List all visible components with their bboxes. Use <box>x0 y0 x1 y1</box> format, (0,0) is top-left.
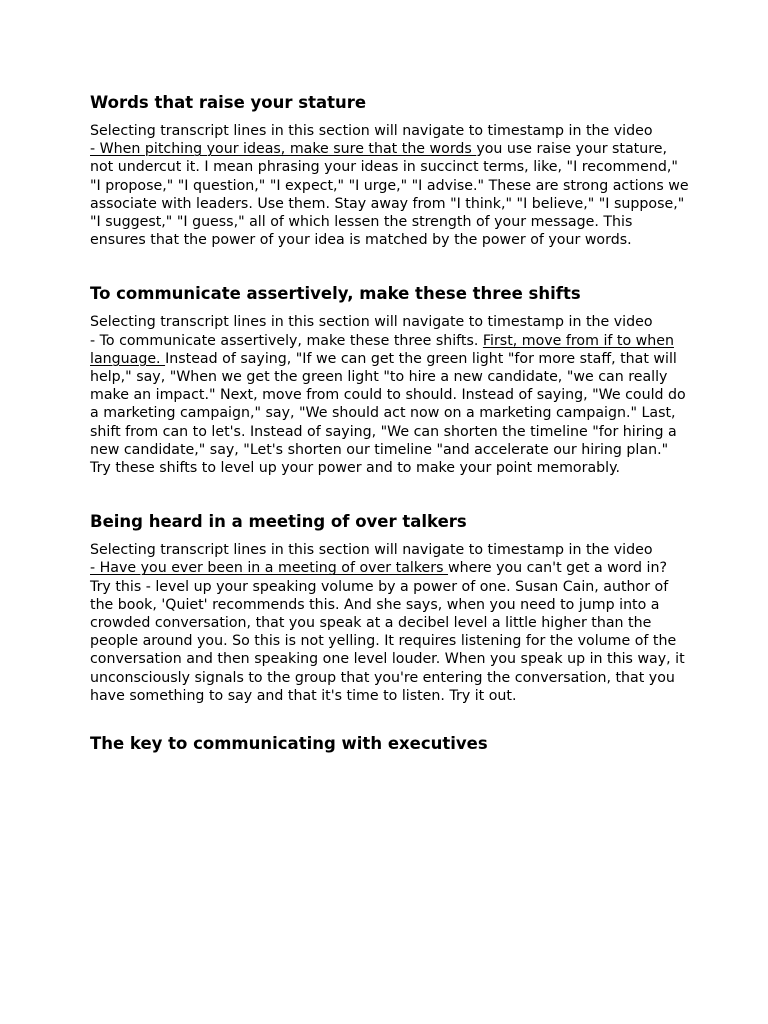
transcript-text: you use raise your stature, not undercut it. I mean phrasing your ideas in succinct terms, like, "I recommend," "I propose," "I question," "I expect," "I urge," "I advise." These are strong actions we associate with leaders. Use them. Stay away from "I think," "I believe," "I suppose," "I suggest," "I guess," all of which lessen the strength of your message. This ensures that the power of your idea is matched by the power of your words. <box>90 141 689 249</box>
transcript-document <box>90 92 690 789</box>
section-body <box>90 122 690 249</box>
section-body <box>90 313 690 477</box>
transcript-timestamp-link[interactable]: - Have you ever been in a meeting of over talkers <box>90 560 449 577</box>
section-heading: Words that raise your stature <box>90 93 367 112</box>
transcript-section-assertive <box>90 283 690 477</box>
transcript-text-pre: - To communicate assertively, make these three shifts. <box>90 332 483 349</box>
navigation-note: Selecting transcript lines in this section will navigate to timestamp in the video <box>90 123 653 139</box>
transcript-section-executives <box>90 733 690 755</box>
transcript-section-over-talkers <box>90 511 690 705</box>
section-body <box>90 541 690 705</box>
transcript-section-stature <box>90 92 690 249</box>
transcript-text: Instead of saying, "If we can get the green light "for more staff, that will help," say, "When we get the green light "to hire a new candidate, "we can really make an impact." Next, move from could to should. Instead of saying, "We could do a marketing campaign," say, "We should act now on a marketing campaign." Last, shift from can to let's. Instead of saying, "We can shorten the timeline "for hiring a new candidate," say, "Let's shorten our timeline "and accelerate our hiring plan." Try these shifts to level up your power and to make your point memorably. <box>90 350 686 477</box>
navigation-note: Selecting transcript lines in this section will navigate to timestamp in the video <box>90 542 653 559</box>
transcript-timestamp-link[interactable]: First, move from if to when language. <box>90 332 674 367</box>
transcript-text: where you can't get a word in? Try this - level up your speaking volume by a power of one. Susan Cain, author of the book, 'Quiet' recommends this. And she says, when you need to jump into a crowded conversation, that you speak at a decibel level a little higher than the people around you. So this is not yelling. It requires listening for the volume of the conversation and then speaking one level louder. When you speak up in this way, it unconsciously signals to the group that you're entering the conversation, that you have something to say and that it's time to listen. Try it out. <box>90 560 685 704</box>
section-heading: The key to communicating with executives <box>90 734 488 754</box>
navigation-note: Selecting transcript lines in this section will navigate to timestamp in the video <box>90 314 653 331</box>
section-heading: To communicate assertively, make these three shifts <box>90 284 581 304</box>
transcript-timestamp-link[interactable]: - When pitching your ideas, make sure that the words <box>90 141 477 158</box>
section-heading: Being heard in a meeting of over talkers <box>90 512 467 532</box>
